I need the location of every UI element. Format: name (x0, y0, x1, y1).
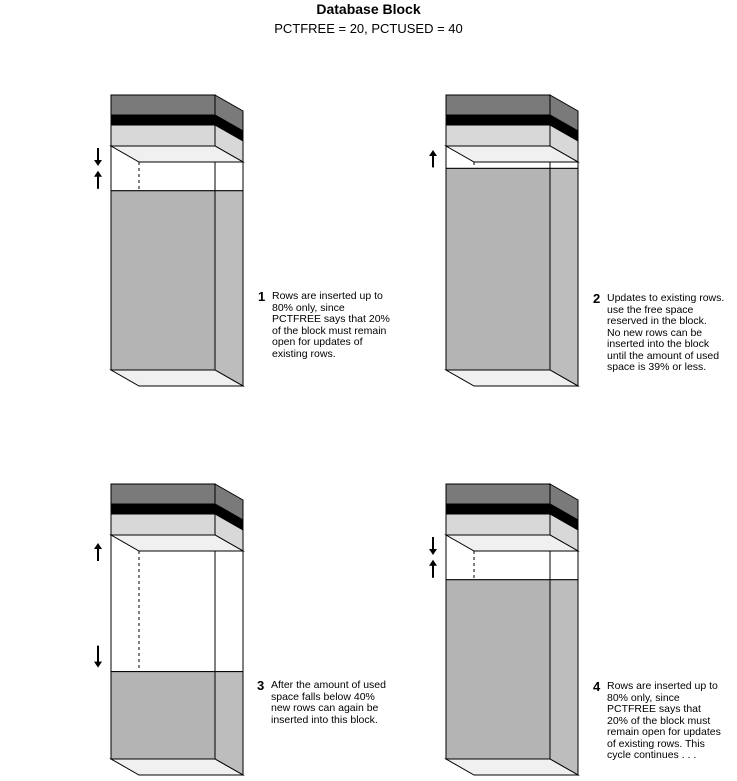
step-2-number: 2 (593, 291, 601, 306)
step-3-text: After the amount of used space falls below 40% new rows can again be inserted into this block. (271, 679, 386, 726)
step-2-text: Updates to existing rows. use the free space reserved in the block. No new rows can be inserted into the block until the amount of used space is 39% or less. (607, 292, 725, 373)
header-band-3 (446, 125, 550, 146)
used-space (111, 672, 215, 759)
header-band-1 (446, 484, 550, 504)
used-space (111, 191, 215, 370)
block-2 (429, 95, 578, 386)
header-band-1 (111, 484, 215, 504)
arrow-up-icon (94, 543, 102, 561)
used-space (446, 168, 550, 370)
block-3 (94, 484, 243, 775)
block-1 (94, 95, 243, 386)
free-space-side (215, 535, 243, 672)
step-4-number: 4 (593, 679, 601, 694)
header-band-2 (446, 504, 550, 514)
arrow-up-icon (429, 560, 437, 578)
step-3-caption (257, 678, 386, 726)
used-space (446, 580, 550, 759)
step-1-caption (258, 289, 390, 360)
header-band-3 (111, 125, 215, 146)
header-band-2 (446, 115, 550, 125)
step-1-text: Rows are inserted up to 80% only, since PCTFREE says that 20% of the block must remain open for updates of existing rows. (272, 290, 390, 360)
step-2-caption (593, 291, 725, 374)
step-4-caption (593, 679, 721, 762)
arrow-down-icon (429, 537, 437, 555)
diagram-subtitle: PCTFREE = 20, PCTUSED = 40 (274, 21, 463, 36)
used-space-side (215, 672, 243, 775)
arrow-up-icon (94, 171, 102, 189)
used-space-side (550, 580, 578, 775)
used-space-side (215, 191, 243, 386)
arrow-down-icon (94, 646, 102, 668)
arrow-up-icon (429, 150, 437, 167)
header-band-2 (111, 504, 215, 514)
diagram-title: Database Block (316, 1, 421, 17)
header-band-1 (446, 95, 550, 115)
used-space-side (550, 168, 578, 386)
block-4 (429, 484, 578, 775)
header-band-2 (111, 115, 215, 125)
step-1-number: 1 (258, 289, 266, 304)
free-space (111, 535, 215, 672)
header-band-3 (111, 514, 215, 535)
header-band-1 (111, 95, 215, 115)
step-4-text: Rows are inserted up to 80% only, since PCTFREE says that 20% of the block must remain open for updates of existing rows. This cycle continues . . . (607, 680, 721, 761)
step-3-number: 3 (257, 678, 265, 693)
arrow-down-icon (94, 148, 102, 166)
header-band-3 (446, 514, 550, 535)
